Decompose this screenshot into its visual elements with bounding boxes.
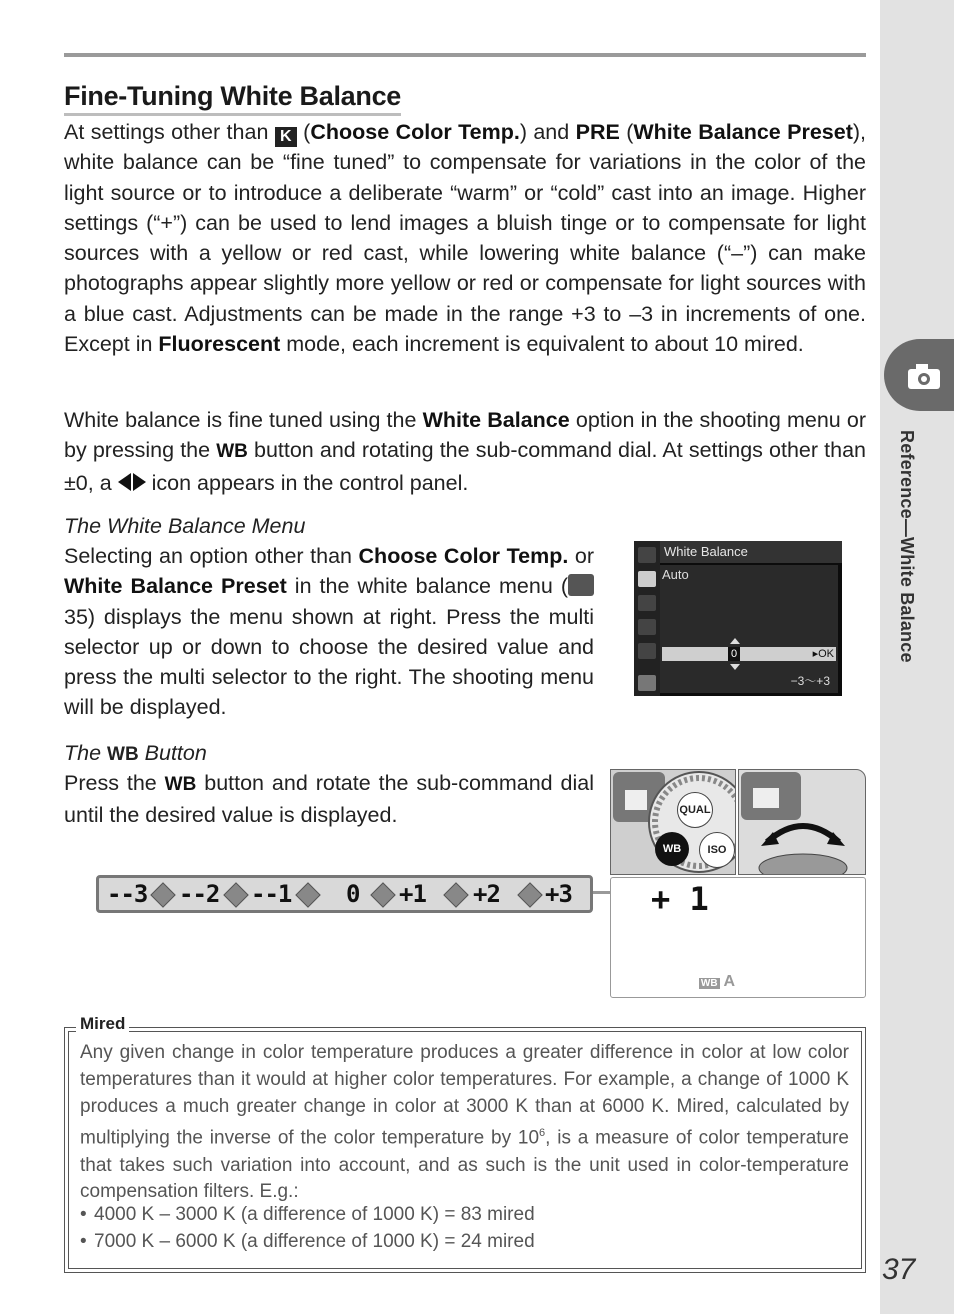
white-balance-label: White Balance [422, 408, 570, 432]
text: The [64, 741, 108, 765]
section-tab [884, 339, 954, 411]
right-arrow-icon [133, 473, 146, 491]
page-title: Fine-Tuning White Balance [64, 80, 401, 116]
wb-button-label: WB [164, 774, 197, 795]
text: in the white balance menu ( [286, 574, 568, 599]
fluorescent-label: Fluorescent [158, 332, 281, 357]
intro-paragraph-2 [64, 405, 866, 498]
scale-value: +1 [399, 880, 426, 908]
mired-text [80, 1040, 849, 1206]
button-section-text [64, 768, 594, 831]
menu-body [660, 565, 838, 693]
value-selector[interactable] [662, 647, 836, 661]
iso-button[interactable]: ISO [699, 832, 735, 868]
control-panel [610, 877, 866, 998]
choose-color-temp-label: Choose Color Temp. [358, 544, 569, 568]
color-temp-icon: K [275, 127, 297, 147]
text: or [568, 544, 594, 568]
menu-item: Auto [662, 567, 689, 582]
text: ) and [519, 120, 576, 144]
wb-button[interactable]: WB [655, 832, 689, 866]
diamond-icon [443, 882, 468, 907]
down-arrow-icon [730, 664, 740, 670]
text: ), white balance can be “fine tuned” to compensate for variations in the color of the light source or to introduce a deliberate “warm” or “cold” cast into an image. Higher settings (“+”) can be used to lend images a bluish tinge or to compensate for light sources with a yellow or red cast, while lowering white balance (“–”) can make photographs appear slightly more yellow or red or compensate for light sources with a blue cast. Adjustments can be made in the range +3 to –3 in increments of one. Except in [64, 120, 866, 357]
mired-examples [80, 1201, 535, 1255]
page-reference-icon [568, 574, 594, 596]
text: button and rotate the sub-command dial until the desired value is displayed. [64, 771, 594, 828]
page-number: 37 [882, 1253, 916, 1286]
menu-section-heading: The White Balance Menu [64, 514, 306, 538]
text: Button [138, 741, 207, 765]
camera-buttons-view [610, 769, 736, 875]
button-section-heading [64, 738, 207, 770]
section-label: Reference—White Balance [897, 430, 917, 663]
wb-fine-tune-icon: WB [700, 978, 718, 989]
scale-value: --2 [179, 880, 220, 908]
menu-tabs [634, 541, 660, 696]
menu-header: White Balance [660, 541, 842, 563]
diamond-icon [370, 882, 395, 907]
text: icon appears in the control panel. [145, 470, 469, 495]
text: ( [296, 120, 311, 144]
text: Press the [64, 771, 165, 795]
scale-value: --1 [251, 880, 292, 908]
left-arrow-icon [118, 473, 131, 491]
choose-color-temp-label: Choose Color Temp. [310, 120, 520, 144]
text: At settings other than [64, 120, 275, 144]
text: option in the shooting menu or by pressing the [64, 408, 867, 463]
shooting-menu-icon [638, 571, 656, 587]
diamond-icon [223, 882, 248, 907]
fine-tune-scale [96, 875, 593, 913]
white-balance-menu-screen [634, 541, 842, 696]
text: ( [619, 120, 634, 144]
camera-illustration [610, 769, 866, 875]
mired-title: Mired [76, 1014, 129, 1034]
camera-icon [892, 347, 954, 403]
text: Any given change in color temperature produces a greater difference in color at low color temperatures than it would at higher color temperatures. For example, a change of 1000 K produces a much greater change in color at 3000 K than at 6000 K. Mired, calculated by multiplying the inverse of the color temperature by 10 [80, 1042, 849, 1149]
text: button and rotating the sub-command dial. At settings other than ±0, a [64, 438, 867, 495]
selected-value: 0 [728, 647, 740, 661]
sub-command-dial-view [738, 769, 866, 875]
wb-indicator [699, 973, 735, 991]
wb-preset-label: White Balance Preset [633, 120, 853, 144]
wb-button-label: WB [216, 441, 248, 463]
wb-mode-label: A [723, 973, 735, 990]
text: Selecting an option other than [64, 544, 359, 568]
scale-value: 0 [346, 880, 360, 908]
sub-command-dial-icon [739, 770, 865, 874]
diamond-icon [517, 882, 542, 907]
list-item: • 7000 K – 6000 K (a difference of 1000 K) = 24 mired [80, 1228, 535, 1255]
exponent: 6 [539, 1127, 546, 1140]
diamond-icon [150, 882, 175, 907]
pre-label: PRE [575, 120, 620, 144]
wb-preset-label: White Balance Preset [64, 574, 287, 599]
up-arrow-icon [730, 638, 740, 644]
list-item: • 4000 K – 3000 K (a difference of 1000 K) = 83 mired [80, 1201, 535, 1228]
scale-value: +3 [545, 880, 572, 908]
diamond-icon [295, 882, 320, 907]
text: White balance is fine tuned using the [64, 408, 423, 432]
menu-section-text [64, 541, 594, 723]
panel-value: + 1 [651, 880, 709, 918]
retouch-menu-icon [638, 643, 656, 659]
wb-button-label: WB [107, 744, 139, 765]
setup-menu-icon [638, 619, 656, 635]
intro-paragraph [64, 117, 866, 359]
text: , is a measure of color temperature that takes such variation into account, and as such is the unit used in color-temperature compensation filters. E.g.: [80, 1127, 850, 1203]
custom-settings-icon [638, 595, 656, 611]
qual-button[interactable]: QUAL [677, 792, 713, 828]
playback-menu-icon [638, 547, 656, 563]
ok-label: ▸OK [812, 648, 834, 660]
range-label: −3～+3 [790, 674, 830, 688]
scale-value: +2 [473, 880, 500, 908]
top-rule [64, 53, 866, 57]
text: mode, each increment is equivalent to about 10 mired. [280, 332, 804, 357]
scale-value: --3 [107, 880, 148, 908]
help-icon [638, 675, 656, 691]
text: 35) displays the menu shown at right. Press the multi selector up or down to choose the desired value and press the multi selector to the right. The shooting menu will be displayed. [64, 604, 594, 720]
